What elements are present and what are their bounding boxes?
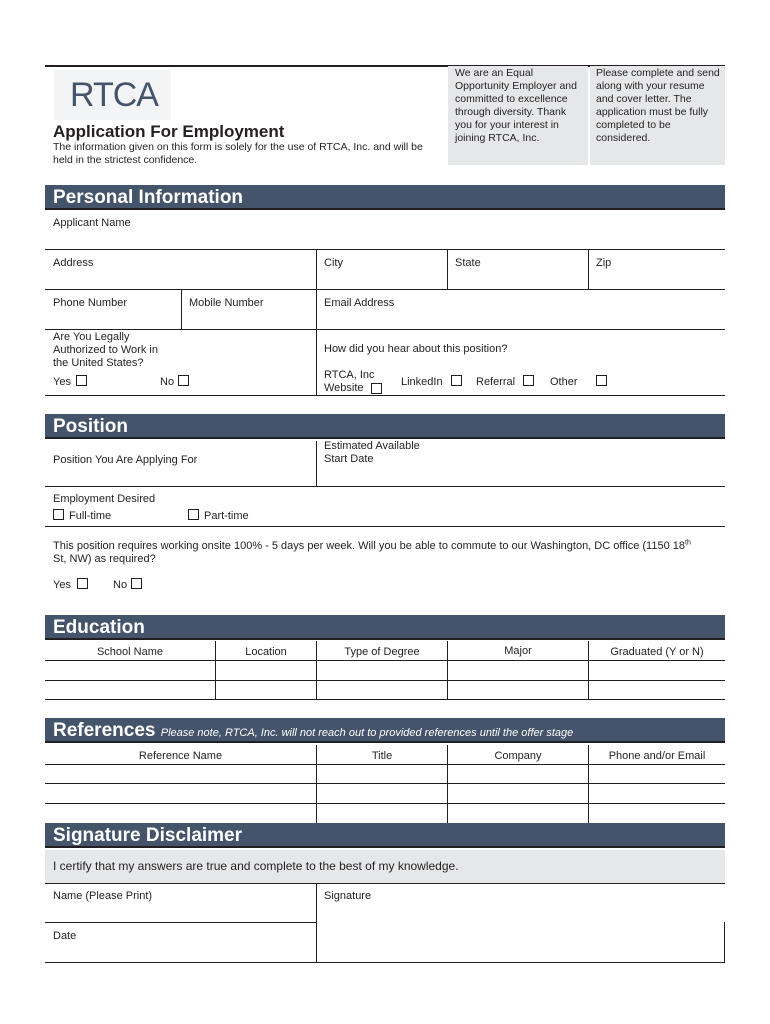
- start-date-field[interactable]: [317, 441, 725, 486]
- state-field[interactable]: [448, 250, 588, 289]
- rtca-logo: [54, 70, 171, 120]
- col-divider: [316, 290, 317, 330]
- part-time-checkbox[interactable]: [188, 509, 199, 520]
- full-time-checkbox[interactable]: [53, 509, 64, 520]
- start-date-label: Estimated Available Start Date: [324, 440, 420, 465]
- onsite-question-text: This position requires working onsite 100% - 5 days per week. Will you be able to commute to our Washington, DC office (1150 18: [53, 540, 686, 552]
- ref-row-2[interactable]: [45, 784, 725, 803]
- col-divider: [588, 641, 589, 699]
- zip-field[interactable]: [589, 250, 725, 289]
- name-print-field[interactable]: [45, 884, 316, 922]
- col-divider: [724, 922, 725, 963]
- col-divider: [588, 745, 589, 823]
- col-divider: [316, 441, 317, 486]
- col-divider: [215, 641, 216, 699]
- onsite-yes-checkbox[interactable]: [77, 578, 88, 589]
- onsite-question-sup: th: [685, 539, 691, 547]
- source-linkedin-label: LinkedIn: [401, 376, 443, 388]
- city-field[interactable]: [317, 250, 447, 289]
- legal-no-label: No: [160, 376, 175, 388]
- email-label: Email Address: [324, 297, 395, 309]
- phone-label: Phone Number: [53, 297, 127, 309]
- signature-title: Signature Disclaimer: [53, 825, 243, 846]
- signature-field[interactable]: [317, 884, 725, 962]
- source-referral-label: Referral: [476, 376, 516, 388]
- col-divider: [447, 641, 448, 699]
- source-linkedin-checkbox[interactable]: [451, 375, 462, 386]
- col-divider: [316, 250, 317, 290]
- address-field[interactable]: [45, 250, 316, 289]
- mobile-label: Mobile Number: [189, 297, 264, 309]
- personal-info-title: Personal Information: [53, 187, 244, 208]
- city-label: City: [324, 257, 343, 269]
- hear-question: How did you hear about this position?: [324, 343, 508, 355]
- row-divider: [45, 329, 725, 330]
- ref-col-name: Reference Name: [138, 750, 223, 762]
- references-note: Please note, RTCA, Inc. will not reach out to provided references until the offer stage: [160, 727, 574, 739]
- ref-row-1[interactable]: [45, 765, 725, 783]
- education-header: [45, 615, 725, 640]
- eeo-note: We are an Equal Opportunity Employer and committed to excellence through diversity. Thank you for your interest in joining RTCA, Inc.: [455, 67, 577, 144]
- zip-label: Zip: [596, 257, 612, 269]
- onsite-no-checkbox[interactable]: [131, 578, 142, 589]
- references-title: References: [53, 720, 156, 741]
- position-title: Position: [53, 416, 128, 437]
- name-print-label: Name (Please Print): [53, 890, 153, 902]
- source-rtca-label: RTCA, Inc Website: [324, 369, 375, 394]
- personal-info-header: [45, 185, 725, 210]
- row-divider: [45, 962, 725, 963]
- row-divider: [45, 486, 725, 487]
- source-other-label: Other: [550, 376, 578, 388]
- ref-col-title: Title: [371, 750, 393, 762]
- legal-question: Are You Legally Authorized to Work in the United States?: [53, 331, 158, 369]
- col-divider: [181, 290, 182, 330]
- col-divider: [316, 745, 317, 823]
- applicant-name-field[interactable]: [45, 212, 725, 249]
- edu-col-degree: Type of Degree: [344, 646, 420, 658]
- instructions-note: Please complete and send along with your resume and cover letter. The application must be fully completed to be considered.: [596, 67, 720, 144]
- education-title: Education: [53, 617, 145, 638]
- date-field[interactable]: [45, 923, 316, 962]
- phone-field[interactable]: [45, 290, 180, 329]
- edu-col-location: Location: [245, 646, 287, 658]
- col-divider: [316, 641, 317, 699]
- employment-desired-label: Employment Desired: [53, 493, 156, 505]
- certify-text: I certify that my answers are true and complete to the best of my knowledge.: [53, 859, 459, 873]
- ref-row-3[interactable]: [45, 804, 725, 822]
- references-header: [45, 718, 725, 743]
- part-time-label: Part-time: [204, 510, 249, 522]
- ref-col-contact: Phone and/or Email: [608, 750, 706, 762]
- state-label: State: [455, 257, 481, 269]
- form-title: Application For Employment: [53, 122, 285, 141]
- edu-row-2[interactable]: [45, 681, 725, 699]
- edu-col-school: School Name: [96, 646, 164, 658]
- mobile-field[interactable]: [182, 290, 316, 329]
- applying-for-field[interactable]: [45, 441, 316, 486]
- col-divider: [316, 330, 317, 395]
- applying-for-label: Position You Are Applying For: [53, 454, 198, 466]
- position-header: [45, 414, 725, 439]
- source-referral-checkbox[interactable]: [523, 375, 534, 386]
- source-other-checkbox[interactable]: [596, 375, 607, 386]
- col-divider: [316, 884, 317, 963]
- onsite-yes-label: Yes: [53, 579, 71, 591]
- legal-yes-label: Yes: [53, 376, 71, 388]
- row-divider: [45, 395, 725, 396]
- ref-col-company: Company: [494, 750, 542, 762]
- onsite-no-label: No: [113, 579, 128, 591]
- form-intro: The information given on this form is solely for the use of RTCA, Inc. and will be held in the strictest confidence.: [53, 141, 423, 166]
- legal-yes-checkbox[interactable]: [76, 375, 87, 386]
- row-divider: [45, 699, 725, 700]
- edu-col-major: Major: [504, 645, 532, 657]
- onsite-question-cont: St, NW) as required?: [53, 553, 156, 565]
- email-field[interactable]: [317, 290, 725, 329]
- row-divider: [45, 526, 725, 527]
- signature-label: Signature: [324, 890, 372, 902]
- applicant-name-label: Applicant Name: [53, 217, 131, 229]
- edu-col-graduated: Graduated (Y or N): [610, 646, 704, 658]
- col-divider: [588, 250, 589, 290]
- onsite-question: [53, 540, 691, 553]
- date-label: Date: [53, 930, 77, 942]
- source-rtca-checkbox[interactable]: [371, 383, 382, 394]
- col-divider: [447, 745, 448, 823]
- col-divider: [447, 250, 448, 290]
- full-time-label: Full-time: [69, 510, 112, 522]
- legal-no-checkbox[interactable]: [178, 375, 189, 386]
- address-label: Address: [53, 257, 94, 269]
- signature-header: [45, 823, 725, 848]
- edu-row-1[interactable]: [45, 661, 725, 680]
- logo-text: RTCA: [70, 76, 158, 114]
